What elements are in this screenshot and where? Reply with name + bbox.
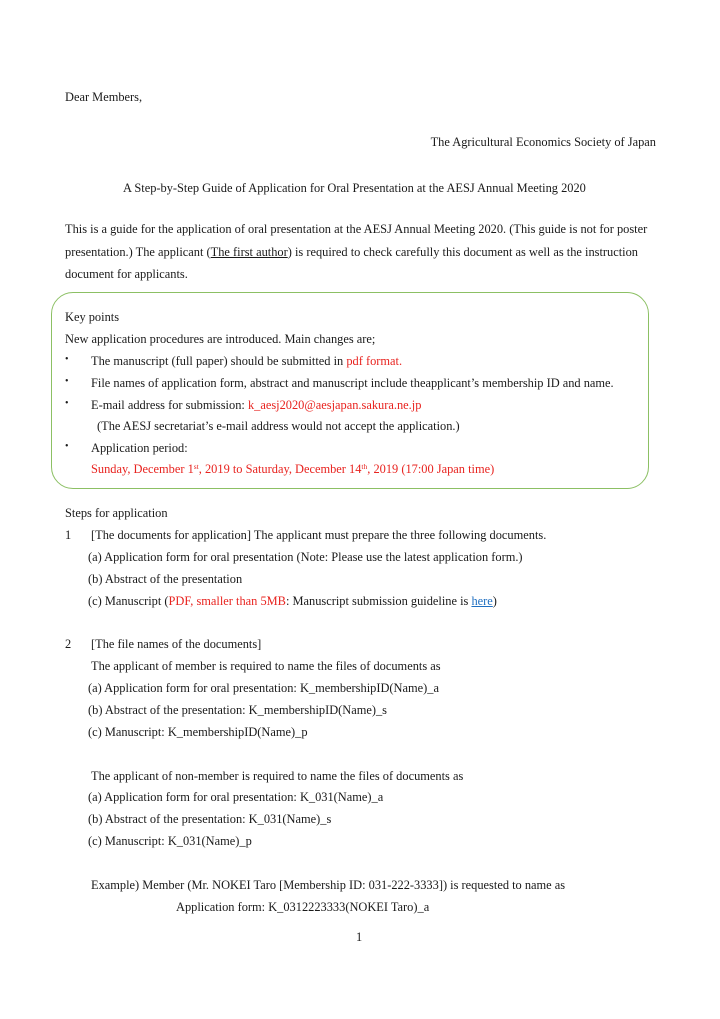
step-2-text: [The file names of the documents] bbox=[91, 637, 262, 651]
bullet-icon: • bbox=[65, 441, 69, 452]
nonmember-item-a: (a) Application form for oral presentation: K_031(Name)_a bbox=[88, 790, 384, 804]
document-title: A Step-by-Step Guide of Application for Oral Presentation at the AESJ Annual Meeting 2020 bbox=[123, 181, 586, 195]
step-1-number: 1 bbox=[65, 528, 72, 542]
step-1-item-b: (b) Abstract of the presentation bbox=[88, 572, 243, 586]
example-text: Example) Member (Mr. NOKEI Taro [Membership ID: 031-222-3333]) is requested to name as bbox=[91, 878, 566, 892]
page-number: 1 bbox=[356, 930, 363, 944]
member-item-a: (a) Application form for oral presentation: K_membershipID(Name)_a bbox=[88, 681, 439, 695]
member-item-c: (c) Manuscript: K_membershipID(Name)_p bbox=[88, 725, 308, 739]
key-point-1: The manuscript (full paper) should be submitted in pdf format. bbox=[91, 354, 403, 368]
key-point-3-note: (The AESJ secretariat’s e-mail address would not accept the application.) bbox=[97, 419, 460, 433]
greeting: Dear Members, bbox=[65, 90, 143, 104]
organization-name: The Agricultural Economics Society of Japan bbox=[430, 135, 656, 149]
steps-heading: Steps for application bbox=[65, 506, 168, 520]
key-point-4: Application period: bbox=[91, 441, 188, 455]
step-1-text: [The documents for application] The applicant must prepare the three following documents. bbox=[91, 528, 547, 542]
bullet-icon: • bbox=[65, 354, 69, 365]
step-2-number: 2 bbox=[65, 637, 72, 651]
key-point-2: File names of application form, abstract and manuscript include theapplicant’s membership ID and name. bbox=[91, 376, 614, 390]
submission-email: k_aesj2020@aesjapan.sakura.ne.jp bbox=[247, 398, 422, 412]
member-item-b: (b) Abstract of the presentation: K_membershipID(Name)_s bbox=[88, 703, 388, 717]
key-points-heading: Key points bbox=[65, 310, 120, 324]
intro-line-3: document for applicants. bbox=[65, 267, 188, 281]
application-period: Sunday, December 1st, 2019 to Saturday, December 14th, 2019 (17:00 Japan time) bbox=[91, 462, 495, 476]
bullet-icon: • bbox=[65, 398, 69, 409]
step-1-item-c: (c) Manuscript (PDF, smaller than 5MB: Manuscript submission guideline is here) bbox=[88, 594, 497, 608]
intro-line-2: presentation.) The applicant (The first author) is required to check carefully this document as well as the instruction bbox=[65, 245, 639, 259]
step-1-item-a: (a) Application form for oral presentation (Note: Please use the latest application form.) bbox=[88, 550, 523, 564]
first-author-underlined: The first author bbox=[210, 245, 288, 259]
member-naming-lead: The applicant of member is required to name the files of documents as bbox=[91, 659, 441, 673]
nonmember-item-c: (c) Manuscript: K_031(Name)_p bbox=[88, 834, 252, 848]
guideline-link[interactable]: here bbox=[471, 594, 493, 608]
key-point-3: E-mail address for submission: k_aesj2020@aesjapan.sakura.ne.jp bbox=[91, 398, 422, 412]
example-application-form: Application form: K_0312223333(NOKEI Taro)_a bbox=[176, 900, 430, 914]
bullet-icon: • bbox=[65, 376, 69, 387]
nonmember-item-b: (b) Abstract of the presentation: K_031(Name)_s bbox=[88, 812, 332, 826]
intro-line-1: This is a guide for the application of oral presentation at the AESJ Annual Meeting 2020. (This guide is not for poster bbox=[65, 222, 648, 236]
key-points-lead: New application procedures are introduced. Main changes are; bbox=[65, 332, 376, 346]
nonmember-naming-lead: The applicant of non-member is required to name the files of documents as bbox=[91, 769, 464, 783]
